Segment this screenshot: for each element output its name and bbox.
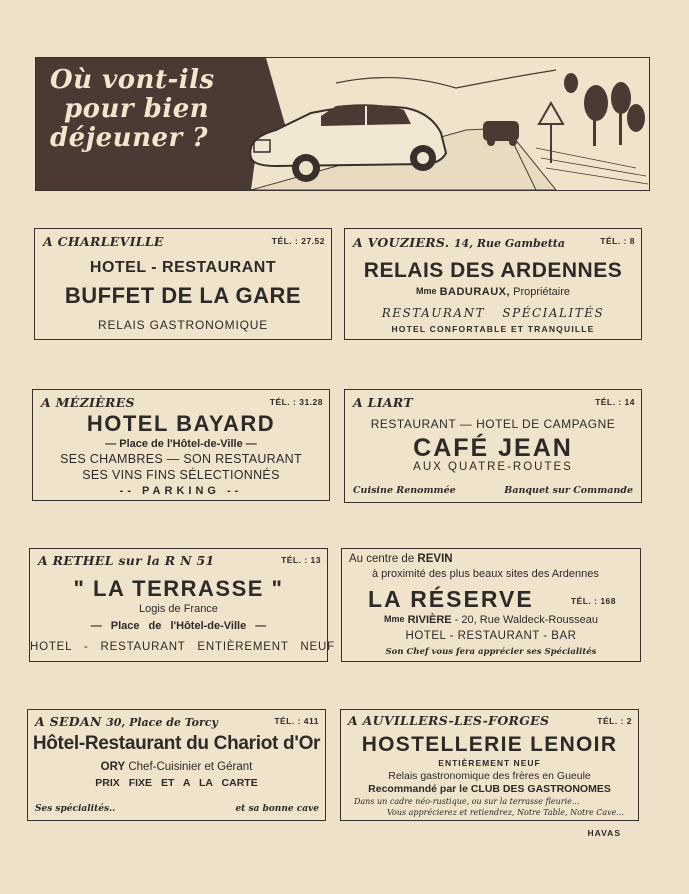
ad-address: 14, Rue Gambetta bbox=[453, 237, 565, 250]
ad-parking: -- PARKING -- bbox=[119, 485, 243, 497]
footer-credit: HAVAS bbox=[587, 828, 621, 838]
ad-owner-row bbox=[28, 761, 325, 773]
ad-owner-role: Propriétaire bbox=[513, 286, 570, 298]
ad-place: — Place de l'Hôtel-de-Ville — bbox=[90, 620, 267, 632]
ad-line: Vous apprécierez et retiendrez, Notre Table, Notre Cave... bbox=[387, 808, 625, 817]
ad-line: PRIX FIXE ET A LA CARTE bbox=[95, 777, 258, 789]
ad-note-right: Banquet sur Commande bbox=[504, 485, 633, 496]
ad-note-right: et sa bonne cave bbox=[235, 804, 319, 814]
ad-line: Recommandé par le CLUB DES GASTRONOMES bbox=[368, 783, 611, 795]
ad-location: A VOUZIERS. bbox=[353, 235, 450, 250]
ad-headline: HOTEL - RESTAURANT bbox=[89, 259, 277, 276]
ad-owner: RIVIÈRE bbox=[407, 614, 452, 626]
banner-title bbox=[50, 66, 280, 153]
ad-location: A MÉZIÈRES bbox=[41, 395, 135, 410]
ad-business-name: LA RÉSERVE bbox=[368, 586, 534, 612]
ad-intro-row bbox=[349, 553, 640, 565]
ad-business-name: CAFÉ JEAN bbox=[413, 434, 573, 462]
ad-location: A RETHEL sur la R N 51 bbox=[38, 553, 215, 568]
ad-auvillers bbox=[340, 709, 639, 821]
ad-subtitle: ENTIÈREMENT NEUF bbox=[438, 758, 541, 768]
ad-location: A AUVILLERS-LES-FORGES bbox=[348, 713, 550, 728]
ad-intro: Au centre de bbox=[349, 553, 415, 565]
ad-location: A LIART bbox=[353, 395, 413, 410]
ad-note-left: Cuisine Renommée bbox=[353, 485, 456, 496]
ad-telephone: TÉL. : 14 bbox=[595, 397, 635, 407]
ad-address: - 20, Rue Waldeck-Rousseau bbox=[454, 614, 598, 626]
ad-line: Logis de France bbox=[139, 603, 218, 615]
ad-owner-row bbox=[345, 286, 641, 298]
ad-subtitle: AUX QUATRE-ROUTES bbox=[413, 461, 573, 473]
ad-charleville bbox=[34, 228, 332, 340]
ad-owner: ORY bbox=[100, 761, 126, 773]
ad-owner-title: Mme bbox=[384, 614, 405, 624]
ad-owner-row bbox=[342, 614, 640, 626]
ad-line: à proximité des plus beaux sites des Ardennes bbox=[372, 568, 599, 580]
header-banner bbox=[35, 57, 650, 191]
banner-title-line: déjeuner ? bbox=[50, 123, 209, 153]
ad-rethel bbox=[29, 548, 335, 662]
ad-telephone: TÉL. : 13 bbox=[281, 555, 321, 565]
ad-note-left: Ses spécialités.. bbox=[35, 804, 116, 814]
ad-line: SES VINS FINS SÉLECTIONNÉS bbox=[82, 468, 280, 482]
ad-business-name: Hôtel-Restaurant du Chariot d'Or bbox=[32, 733, 321, 754]
ad-telephone: TÉL. : 31.28 bbox=[269, 397, 323, 407]
banner-title-line: Où vont-ils bbox=[50, 65, 215, 95]
ad-business-name: RELAIS DES ARDENNES bbox=[363, 259, 623, 282]
banner-title-line: pour bien bbox=[64, 94, 210, 124]
ad-line: RESTAURANT — HOTEL DE CAMPAGNE bbox=[370, 417, 616, 431]
ad-vouziers bbox=[344, 228, 642, 340]
ad-telephone: TÉL. : 8 bbox=[600, 236, 635, 246]
ad-owner: BADURAUX, bbox=[439, 286, 511, 298]
ad-line: Dans un cadre néo-rustique, ou sur la terrasse fleurie... bbox=[354, 797, 580, 806]
ad-revin bbox=[341, 548, 641, 662]
ad-owner-role: Chef-Cuisinier et Gérant bbox=[128, 761, 253, 773]
ad-mezieres bbox=[32, 389, 330, 501]
ad-town: REVIN bbox=[417, 553, 453, 565]
ad-specialites: Son Chef vous fera apprécier ses Spécialités bbox=[385, 647, 597, 657]
ad-telephone: TÉL. : 168 bbox=[570, 596, 616, 606]
ad-business-name: HOTEL BAYARD bbox=[86, 411, 276, 436]
ad-tagline: RELAIS GASTRONOMIQUE bbox=[97, 318, 269, 332]
ad-sedan bbox=[27, 709, 326, 821]
ad-location: A SEDAN bbox=[35, 714, 102, 729]
ad-liart bbox=[344, 389, 642, 503]
ad-business-name: BUFFET DE LA GARE bbox=[64, 283, 302, 308]
ad-specialites: RESTAURANT SPÉCIALITÉS bbox=[381, 306, 605, 320]
ad-hotel-line: HOTEL CONFORTABLE ET TRANQUILLE bbox=[391, 324, 595, 334]
ad-place: — Place de l'Hôtel-de-Ville — bbox=[105, 438, 257, 450]
ad-line: HOTEL - RESTAURANT - BAR bbox=[405, 630, 577, 642]
ad-address: 30, Place de Torcy bbox=[106, 716, 218, 729]
ad-business-name: " LA TERRASSE " bbox=[73, 576, 284, 601]
ad-telephone: TÉL. : 27.52 bbox=[271, 236, 325, 246]
ad-owner-title: Mme bbox=[416, 286, 437, 296]
ad-line: SES CHAMBRES — SON RESTAURANT bbox=[60, 452, 302, 466]
ad-business-name: HOSTELLERIE LENOIR bbox=[361, 733, 618, 756]
ad-location: A CHARLEVILLE bbox=[43, 234, 164, 249]
ad-telephone: TÉL. : 2 bbox=[597, 716, 632, 726]
ad-line: HOTEL - RESTAURANT ENTIÈREMENT NEUF bbox=[30, 641, 335, 653]
ad-location-row bbox=[353, 234, 641, 252]
ad-line: Relais gastronomique des frères en Gueule bbox=[388, 770, 591, 782]
ad-telephone: TÉL. : 411 bbox=[274, 716, 319, 726]
